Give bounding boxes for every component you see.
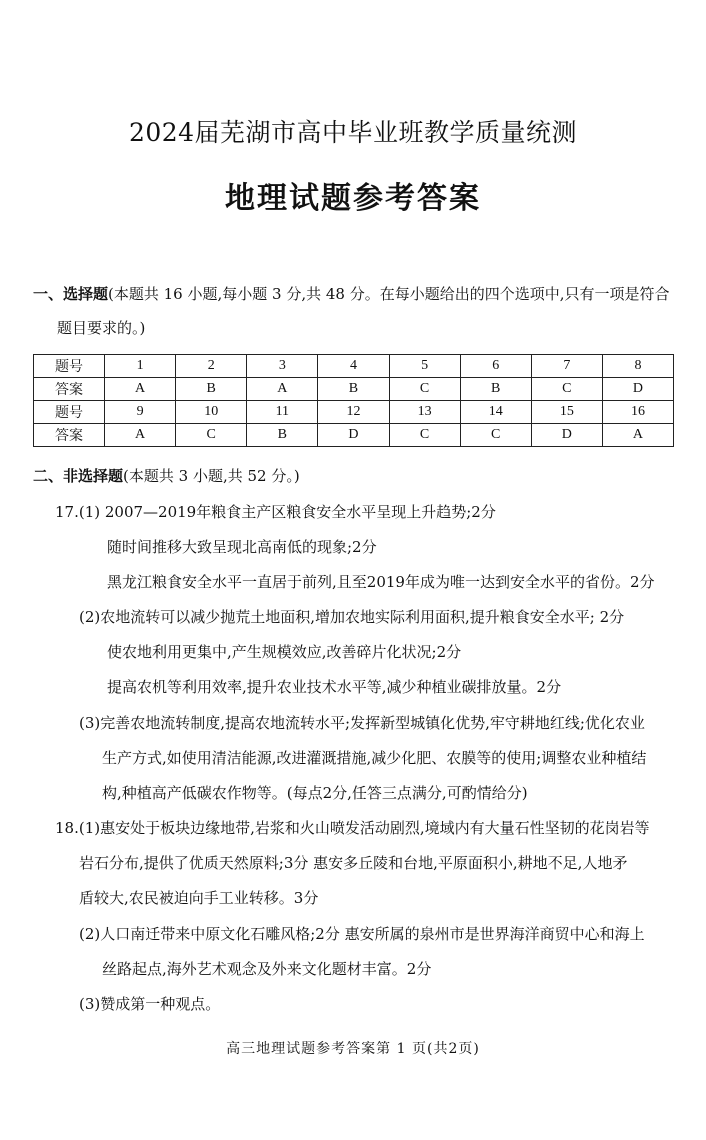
- table-cell: 12: [318, 401, 389, 424]
- table-cell: 15: [531, 401, 602, 424]
- q17-line: 使农地利用更集中,产生规模效应,改善碎片化状况;2分: [107, 643, 462, 661]
- q17-line: (2)农地流转可以减少抛荒土地面积,增加农地实际利用面积,提升粮食安全水平; 2分: [79, 608, 625, 626]
- table-cell: 7: [531, 355, 602, 378]
- section1-line2: 题目要求的。): [57, 319, 146, 337]
- table-cell: B: [176, 378, 247, 401]
- table-cell: B: [460, 378, 531, 401]
- table-cell: 5: [389, 355, 460, 378]
- page-title: 2024届芜湖市高中毕业班教学质量统测: [128, 118, 578, 147]
- row-label: 题号: [34, 401, 105, 424]
- table-cell: 9: [105, 401, 176, 424]
- table-cell: 14: [460, 401, 531, 424]
- row-label: 答案: [34, 378, 105, 401]
- table-cell: D: [318, 424, 389, 447]
- table-cell: 6: [460, 355, 531, 378]
- q17-line: 随时间推移大致呈现北高南低的现象;2分: [107, 538, 377, 556]
- table-cell: A: [105, 378, 176, 401]
- q18-line: 丝路起点,海外艺术观念及外来文化题材丰富。2分: [102, 960, 432, 978]
- table-cell: C: [389, 378, 460, 401]
- section1-desc: (本题共 16 小题,每小题 3 分,共 48 分。在每小题给出的四个选项中,只有一项是符合: [108, 285, 670, 303]
- section1-line1: [33, 284, 670, 304]
- q17-line: (3)完善农地流转制度,提高农地流转水平;发挥新型城镇化优势,牢守耕地红线;优化农业: [79, 714, 645, 732]
- section2-desc: (本题共 3 小题,共 52 分。): [123, 467, 300, 485]
- table-cell: D: [602, 378, 673, 401]
- q17-line: 17.(1) 2007—2019年粮食主产区粮食安全水平呈现上升趋势;2分: [55, 503, 496, 521]
- table-cell: 16: [602, 401, 673, 424]
- table-cell: 11: [247, 401, 318, 424]
- row-label: 题号: [34, 355, 105, 378]
- table-cell: 8: [602, 355, 673, 378]
- table-cell: B: [247, 424, 318, 447]
- q17-line: 提高农机等利用效率,提升农业技术水平等,减少种植业碳排放量。2分: [107, 678, 562, 696]
- table-cell: 4: [318, 355, 389, 378]
- table-cell: A: [247, 378, 318, 401]
- q18-line: 岩石分布,提供了优质天然原料;3分 惠安多丘陵和台地,平原面积小,耕地不足,人地矛: [79, 854, 628, 872]
- q17-line: 黑龙江粮食安全水平一直居于前列,且至2019年成为唯一达到安全水平的省份。2分: [107, 573, 655, 591]
- answer-table: [33, 354, 674, 447]
- table-cell: A: [602, 424, 673, 447]
- q18-line: (3)赞成第一种观点。: [79, 995, 221, 1013]
- page-subtitle: 地理试题参考答案: [225, 181, 481, 216]
- section2-heading: 二、非选择题: [33, 467, 124, 485]
- table-row: [34, 401, 674, 424]
- table-cell: 2: [176, 355, 247, 378]
- table-cell: 10: [176, 401, 247, 424]
- section2-line: [33, 466, 300, 486]
- table-cell: C: [389, 424, 460, 447]
- table-cell: D: [531, 424, 602, 447]
- table-row: [34, 378, 674, 401]
- table-cell: C: [460, 424, 531, 447]
- q17-line: 构,种植高产低碳农作物等。(每点2分,任答三点满分,可酌情给分): [102, 784, 528, 802]
- table-cell: A: [105, 424, 176, 447]
- row-label: 答案: [34, 424, 105, 447]
- table-cell: B: [318, 378, 389, 401]
- q18-line: (2)人口南迁带来中原文化石雕风格;2分 惠安所属的泉州市是世界海洋商贸中心和海上: [79, 925, 645, 943]
- q17-line: 生产方式,如使用清洁能源,改进灌溉措施,减少化肥、农膜等的使用;调整农业种植结: [102, 749, 647, 767]
- page-footer: 高三地理试题参考答案第 1 页(共2页): [226, 1041, 480, 1057]
- section1-heading: 一、选择题: [33, 285, 109, 303]
- q18-line: 盾较大,农民被迫向手工业转移。3分: [79, 889, 319, 907]
- q18-line: 18.(1)惠安处于板块边缘地带,岩浆和火山喷发活动剧烈,境域内有大量石性坚韧的花岗岩等: [55, 819, 650, 837]
- table-cell: C: [176, 424, 247, 447]
- table-cell: 3: [247, 355, 318, 378]
- table-row: [34, 424, 674, 447]
- table-cell: 13: [389, 401, 460, 424]
- table-cell: 1: [105, 355, 176, 378]
- table-cell: C: [531, 378, 602, 401]
- table-row: [34, 355, 674, 378]
